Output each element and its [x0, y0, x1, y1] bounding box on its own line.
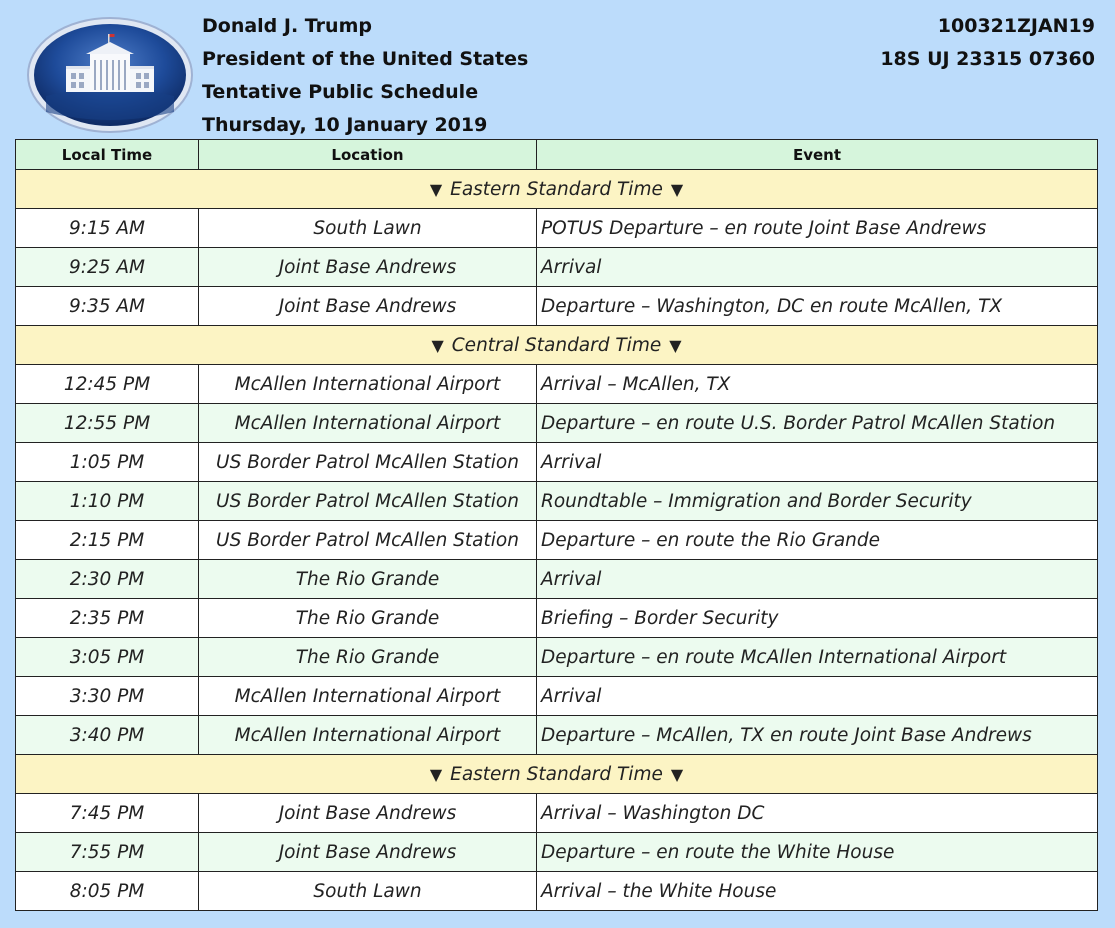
header-doc-title: Tentative Public Schedule [202, 81, 479, 103]
table-row [16, 872, 1098, 911]
header-reference [880, 10, 1095, 76]
timezone-label: Central Standard Time [451, 334, 662, 356]
cell-event: Briefing – Border Security [537, 599, 1098, 638]
cell-event: Arrival [537, 443, 1098, 482]
cell-location: US Border Patrol McAllen Station [199, 482, 537, 521]
cell-location: South Lawn [199, 872, 537, 911]
cell-time: 9:15 AM [16, 209, 199, 248]
cell-location: Joint Base Andrews [199, 287, 537, 326]
table-row [16, 443, 1098, 482]
table-row [16, 248, 1098, 287]
cell-time: 12:55 PM [16, 404, 199, 443]
cell-location: Joint Base Andrews [199, 794, 537, 833]
cell-time: 3:30 PM [16, 677, 199, 716]
cell-time: 2:30 PM [16, 560, 199, 599]
timezone-row [16, 170, 1098, 209]
cell-event: Departure – en route the White House [537, 833, 1098, 872]
cell-location: McAllen International Airport [199, 404, 537, 443]
table-row [16, 677, 1098, 716]
header-dtg: 100321ZJAN19 [937, 15, 1095, 37]
timezone-cell [16, 755, 1098, 794]
timezone-cell [16, 170, 1098, 209]
cell-time: 8:05 PM [16, 872, 199, 911]
timezone-row [16, 326, 1098, 365]
cell-time: 9:35 AM [16, 287, 199, 326]
table-row [16, 209, 1098, 248]
table-row [16, 404, 1098, 443]
cell-time: 7:45 PM [16, 794, 199, 833]
table-row [16, 560, 1098, 599]
schedule-header [202, 10, 528, 142]
cell-event: Departure – McAllen, TX en route Joint Base Andrews [537, 716, 1098, 755]
cell-time: 3:40 PM [16, 716, 199, 755]
cell-location: South Lawn [199, 209, 537, 248]
cell-event: Departure – Washington, DC en route McAllen, TX [537, 287, 1098, 326]
cell-time: 9:25 AM [16, 248, 199, 287]
table-row [16, 365, 1098, 404]
table-row [16, 482, 1098, 521]
table-header-row [16, 140, 1098, 170]
cell-location: The Rio Grande [199, 638, 537, 677]
cell-event: Departure – en route the Rio Grande [537, 521, 1098, 560]
down-triangle-icon: ▼ [429, 179, 443, 199]
white-house-seal-icon [26, 16, 194, 134]
cell-location: McAllen International Airport [199, 365, 537, 404]
down-triangle-icon: ▼ [670, 179, 684, 199]
cell-event: Departure – en route McAllen International Airport [537, 638, 1098, 677]
cell-location: Joint Base Andrews [199, 248, 537, 287]
cell-time: 2:35 PM [16, 599, 199, 638]
cell-time: 3:05 PM [16, 638, 199, 677]
timezone-label: Eastern Standard Time [450, 763, 663, 785]
cell-location: Joint Base Andrews [199, 833, 537, 872]
cell-location: US Border Patrol McAllen Station [199, 521, 537, 560]
cell-event: Arrival [537, 560, 1098, 599]
cell-location: McAllen International Airport [199, 677, 537, 716]
timezone-cell [16, 326, 1098, 365]
table-row [16, 599, 1098, 638]
col-header-time: Local Time [16, 140, 199, 170]
down-triangle-icon: ▼ [431, 335, 444, 355]
col-header-location: Location [199, 140, 537, 170]
down-triangle-icon: ▼ [670, 764, 684, 784]
col-header-event: Event [537, 140, 1098, 170]
cell-event: Departure – en route U.S. Border Patrol McAllen Station [537, 404, 1098, 443]
cell-event: POTUS Departure – en route Joint Base Andrews [537, 209, 1098, 248]
cell-location: US Border Patrol McAllen Station [199, 443, 537, 482]
cell-event: Arrival [537, 677, 1098, 716]
cell-time: 1:10 PM [16, 482, 199, 521]
table-row [16, 287, 1098, 326]
cell-time: 2:15 PM [16, 521, 199, 560]
header-grid-ref: 18S UJ 23315 07360 [880, 48, 1095, 70]
table-row [16, 716, 1098, 755]
table-row [16, 521, 1098, 560]
timezone-label: Eastern Standard Time [450, 178, 663, 200]
cell-event: Arrival – Washington DC [537, 794, 1098, 833]
cell-location: The Rio Grande [199, 599, 537, 638]
cell-location: McAllen International Airport [199, 716, 537, 755]
down-triangle-icon: ▼ [429, 764, 443, 784]
timezone-row [16, 755, 1098, 794]
header-date: Thursday, 10 January 2019 [202, 114, 488, 136]
cell-event: Arrival – the White House [537, 872, 1098, 911]
cell-time: 7:55 PM [16, 833, 199, 872]
cell-time: 12:45 PM [16, 365, 199, 404]
cell-event: Arrival – McAllen, TX [537, 365, 1098, 404]
table-row [16, 638, 1098, 677]
header-name: Donald J. Trump [202, 15, 372, 37]
cell-time: 1:05 PM [16, 443, 199, 482]
header-title: President of the United States [202, 48, 529, 70]
schedule-table [15, 139, 1098, 911]
table-row [16, 794, 1098, 833]
down-triangle-icon: ▼ [669, 335, 682, 355]
cell-event: Arrival [537, 248, 1098, 287]
cell-event: Roundtable – Immigration and Border Security [537, 482, 1098, 521]
cell-location: The Rio Grande [199, 560, 537, 599]
table-row [16, 833, 1098, 872]
